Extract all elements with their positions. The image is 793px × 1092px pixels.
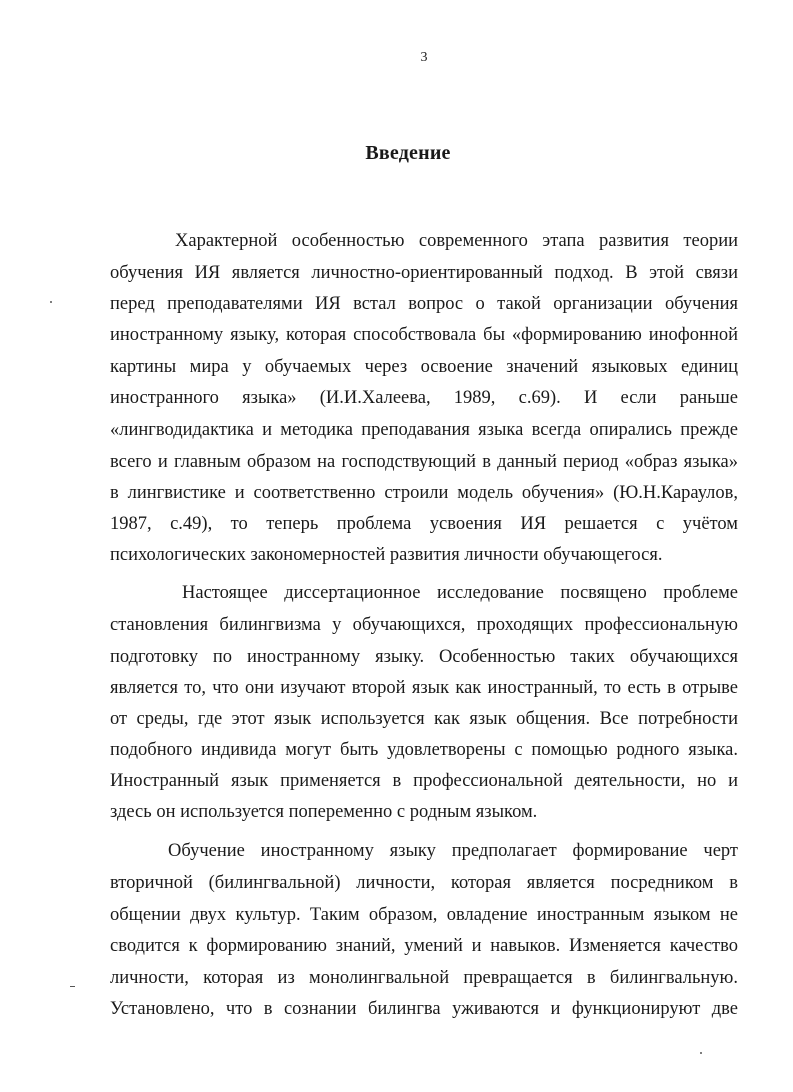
paragraph-line: вторичной (билингвальной) личности, которая является посредником в xyxy=(110,873,738,893)
paragraph-line: в лингвистике и соответственно строили модель обучения» (Ю.Н.Караулов, xyxy=(110,483,738,503)
paragraph-line: Настоящее диссертационное исследование посвящено проблеме xyxy=(182,583,738,603)
page-number: 3 xyxy=(420,50,428,65)
paragraph-line: перед преподавателями ИЯ встал вопрос о такой организации обучения xyxy=(110,294,738,314)
paragraph-line: психологических закономерностей развития личности обучающегося. xyxy=(110,545,663,565)
scan-speck xyxy=(70,986,75,987)
scan-speck xyxy=(700,1052,702,1054)
paragraph-line: является то, что они изучают второй язык как иностранный, то есть в отрыве xyxy=(110,678,738,698)
paragraph-line: Характерной особенностью современного этапа развития теории xyxy=(175,231,738,251)
paragraph-line: 1987, с.49), то теперь проблема усвоения ИЯ решается с учётом xyxy=(110,514,738,534)
paragraph-line: иностранного языка» (И.И.Халеева, 1989, с.69). И если раньше xyxy=(110,388,738,408)
paragraph-line: Установлено, что в сознании билингва уживаются и функционируют две xyxy=(110,999,738,1019)
paragraph-line: подобного индивида могут быть удовлетворены с помощью родного языка. xyxy=(110,740,738,760)
paragraph-line: здесь он используется попеременно с родным языком. xyxy=(110,802,538,822)
paragraph-line: подготовку по иностранному языку. Особенностью таких обучающихся xyxy=(110,647,738,667)
paragraph-line: общении двух культур. Таким образом, овладение иностранным языком не xyxy=(110,905,738,925)
page-title: Введение xyxy=(365,142,451,164)
paragraph-line: картины мира у обучаемых через освоение значений языковых единиц xyxy=(110,357,738,377)
paragraph-line: становления билингвизма у обучающихся, проходящих профессиональную xyxy=(110,615,738,635)
paragraph-line: иностранному языку, которая способствовала бы «формированию инофонной xyxy=(110,325,738,345)
paragraph-line: «лингводидактика и методика преподавания языка всегда опирались прежде xyxy=(110,420,738,440)
paragraph-line: всего и главным образом на господствующий в данный период «образ языка» xyxy=(110,452,738,472)
paragraph-line: сводится к формированию знаний, умений и навыков. Изменяется качество xyxy=(110,936,738,956)
paragraph-line: Обучение иностранному языку предполагает формирование черт xyxy=(168,841,738,861)
paragraph-line: от среды, где этот язык используется как язык общения. Все потребности xyxy=(110,709,738,729)
scan-speck xyxy=(50,301,52,303)
paragraph-line: личности, которая из монолингвальной превращается в билингвальную. xyxy=(110,968,738,988)
paragraph-line: обучения ИЯ является личностно-ориентированный подход. В этой связи xyxy=(110,263,738,283)
paragraph-line: Иностранный язык применяется в профессиональной деятельности, но и xyxy=(110,771,738,791)
